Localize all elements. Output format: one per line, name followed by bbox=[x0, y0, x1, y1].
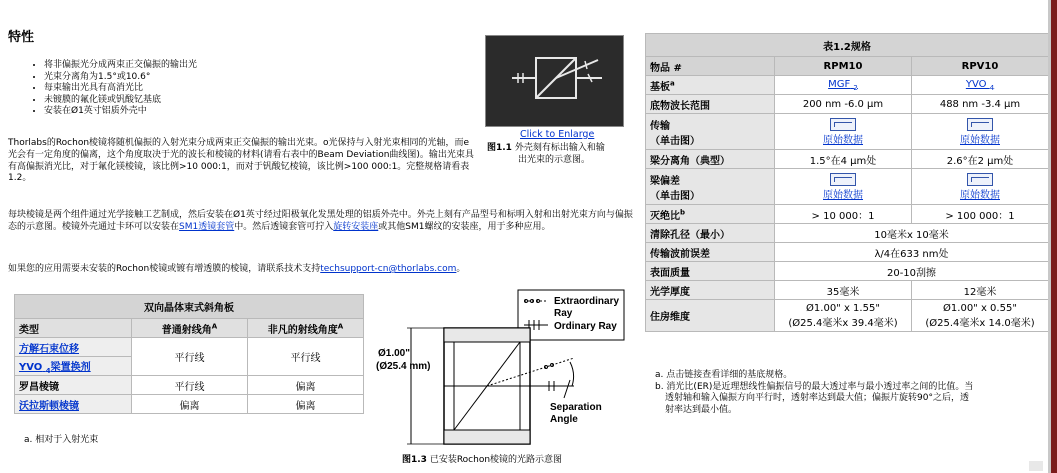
list-item: • 安装在Ø1英寸铝质外壳中 bbox=[44, 106, 197, 118]
crystal-table-footnote: a. 相对于入射光束 bbox=[24, 435, 99, 445]
separation-angle-arc bbox=[570, 362, 574, 386]
angle-label: Angle bbox=[550, 414, 578, 425]
value: 35毫米 bbox=[775, 281, 912, 300]
yvo4-displacer-link[interactable]: YVO $_4$梁置换剂 bbox=[19, 361, 91, 375]
crystal-table-title: 双向晶体束式斜角板 bbox=[15, 295, 364, 319]
housing-engraving-icon bbox=[486, 36, 623, 126]
value: λ/4在633 nm处 bbox=[775, 243, 1049, 262]
list-item: • 每束输出光具有高消光比 bbox=[44, 83, 197, 95]
col-rpv10: RPV10 bbox=[912, 57, 1049, 76]
tech-support-email-link[interactable]: techsupport-cn@thorlabs.com bbox=[320, 264, 457, 274]
deviation-raw-data-link[interactable]: 原始数据 bbox=[823, 189, 863, 201]
features-heading: 特性 bbox=[8, 30, 35, 45]
spec-table-notes bbox=[655, 370, 973, 416]
contact-paragraph bbox=[8, 264, 640, 276]
spec-table-title: 表1.2规格 bbox=[646, 34, 1049, 57]
row-label-wavefront: 传输波前误差 bbox=[646, 243, 775, 262]
engraved-housing-image[interactable] bbox=[485, 35, 624, 127]
row-label-surface: 表面质量 bbox=[646, 262, 775, 281]
table-row bbox=[15, 395, 132, 414]
value: 2.6°在2 μm处 bbox=[912, 150, 1049, 169]
value: 偏离 bbox=[132, 395, 248, 414]
mounting-text: 或其他SM1螺纹的安装座，用于多种应用。 bbox=[378, 221, 551, 232]
table-row bbox=[15, 338, 132, 357]
window-right-border bbox=[1048, 0, 1057, 473]
figure-label: 图1.1 bbox=[487, 143, 512, 153]
note-b: 射率达到最小值。 bbox=[665, 404, 738, 415]
list-item: • 光束分离角为1.5°或10.6° bbox=[44, 72, 197, 84]
legend-extraordinary: Extraordinary bbox=[554, 296, 620, 307]
diameter-mm: (Ø25.4 mm) bbox=[376, 361, 431, 372]
crystal-table bbox=[14, 294, 364, 414]
mounting-text: 中。然后透镜套管可拧入 bbox=[234, 221, 334, 232]
wollaston-prism-link[interactable]: 沃拉斯顿棱镜 bbox=[19, 400, 79, 412]
deviation-graph-icon[interactable] bbox=[830, 173, 856, 186]
value: 偏离 bbox=[248, 395, 364, 414]
value: 488 nm -3.4 μm bbox=[912, 95, 1049, 114]
substrate-mgf2-link[interactable]: MGF $_2$ bbox=[828, 78, 858, 92]
transmission-graph-icon[interactable] bbox=[967, 118, 993, 131]
substrate-yvo4-link[interactable]: YVO $_4$ bbox=[965, 78, 995, 92]
sm1-lens-tube-link[interactable]: SM1透镜套管 bbox=[179, 221, 235, 232]
col-rpm10: RPM10 bbox=[775, 57, 912, 76]
col-item: 物品 # bbox=[646, 57, 775, 76]
value: > 10 000：1 bbox=[775, 205, 912, 224]
value: 200 nm -6.0 μm bbox=[775, 95, 912, 114]
row-label-substrate: 基板$^a$ bbox=[646, 76, 775, 95]
note-b: b. 消光比(ER)是近理想线性偏振信号的最大透过率与最小透过率之间的比值。当 bbox=[655, 381, 974, 392]
table-row: 罗昌棱镜 bbox=[15, 376, 132, 395]
list-item: • 未镀膜的氟化镁或钒酸钇基底 bbox=[44, 95, 197, 107]
mounting-text: 每块棱镜是两个组件通过光学接触工艺制成，然后安装在Ø1英寸经过阳极氧化发黑处理的铝质外壳中。外壳上刻有产品型号和标明入射和出射光束方向与偏振态的示意图。棱镜外壳通过卡环可以安装在 bbox=[8, 210, 633, 232]
row-label-transmission: 传输 （单击图） bbox=[646, 114, 775, 150]
value: 1.5°在4 μm处 bbox=[775, 150, 912, 169]
value: 20-10刮擦 bbox=[775, 262, 1049, 281]
contact-text: 。 bbox=[456, 264, 466, 274]
rotation-mount-link[interactable]: 旋转安装座 bbox=[333, 221, 379, 232]
value: 平行线 bbox=[132, 338, 248, 376]
figure-label: 图1.3 bbox=[402, 455, 427, 465]
col-extraordinary: 非凡的射线角度$^A$ bbox=[248, 319, 364, 338]
value: 10毫米x 10毫米 bbox=[775, 224, 1049, 243]
col-ordinary: 普通射线角$^A$ bbox=[132, 319, 248, 338]
note-a: a. 点击链接查看详细的基底规格。 bbox=[655, 370, 793, 380]
value: 平行线 bbox=[248, 338, 364, 376]
transmission-raw-data-link[interactable]: 原始数据 bbox=[960, 134, 1000, 146]
deviation-raw-data-link[interactable]: 原始数据 bbox=[960, 189, 1000, 201]
row-label-wavelength: 底物波长范围 bbox=[646, 95, 775, 114]
intro-paragraph: Thorlabs的Rochon棱镜将随机偏振的入射光束分成两束正交偏振的输出光束。o光保持与入射光束相同的光轴，而e光会有一定角度的偏离，这个角度取决于光的波长和棱镜的材料(请看右表中的Beam Deviation曲线图)。输出光束具有高偏振消光比，对于氟化镁棱镜，该比例>10 000:1，而对于钒酸钇棱镜，该比例>100 000:1。完整规格请看表1.2。 bbox=[8, 138, 474, 184]
row-label-extinction: 灭绝比$^b$ bbox=[646, 205, 775, 224]
transmission-raw-data-link[interactable]: 原始数据 bbox=[823, 134, 863, 146]
resize-grip[interactable] bbox=[1029, 461, 1043, 471]
table-row bbox=[15, 357, 132, 376]
row-label-deviation: 梁偏差 （单击图） bbox=[646, 169, 775, 205]
click-to-enlarge-link[interactable]: Click to Enlarge bbox=[520, 129, 595, 140]
features-list bbox=[34, 60, 197, 118]
legend-ordinary: Ordinary Ray bbox=[554, 321, 617, 332]
separation-label: Separation bbox=[550, 402, 602, 413]
value: > 100 000：1 bbox=[912, 205, 1049, 224]
value: Ø1.00" x 1.55" (Ø25.4毫米x 39.4毫米) bbox=[775, 300, 912, 332]
list-item: • 将非偏振光分成两束正交偏振的输出光 bbox=[44, 60, 197, 72]
row-label-thickness: 光学厚度 bbox=[646, 281, 775, 300]
deviation-graph-icon[interactable] bbox=[967, 173, 993, 186]
row-label-housing: 住房维度 bbox=[646, 300, 775, 332]
transmission-graph-icon[interactable] bbox=[830, 118, 856, 131]
caption-text: 已安装Rochon棱镜的光路示意图 bbox=[429, 455, 563, 465]
contact-text: 如果您的应用需要未安装的Rochon棱镜或镀有增透膜的棱镜，请联系技术支持 bbox=[8, 264, 321, 274]
row-label-separation: 梁分离角（典型） bbox=[646, 150, 775, 169]
figure-1-1-caption-line2: 出光束的示意图。 bbox=[518, 155, 591, 165]
figure-1-3-caption bbox=[402, 452, 562, 465]
diameter-inch: Ø1.00" bbox=[378, 348, 410, 359]
value: Ø1.00" x 0.55" (Ø25.4毫米x 14.0毫米) bbox=[912, 300, 1049, 332]
value: 偏离 bbox=[248, 376, 364, 395]
caption-text: 外壳刻有标出输入和输 bbox=[514, 143, 605, 153]
spec-table bbox=[645, 33, 1049, 332]
row-label-aperture: 清除孔径（最小） bbox=[646, 224, 775, 243]
value: 12毫米 bbox=[912, 281, 1049, 300]
col-type: 类型 bbox=[15, 319, 132, 338]
legend-ray: Ray bbox=[554, 308, 573, 319]
value: 平行线 bbox=[132, 376, 248, 395]
figure-1-1-caption bbox=[487, 142, 605, 154]
note-b: 透射轴和输入偏振方向平行时，透射率达到最大值；偏振片旋转90°之后，透 bbox=[665, 393, 969, 403]
mounting-paragraph bbox=[8, 210, 640, 234]
rochon-beam-path-diagram bbox=[374, 288, 634, 450]
calcite-displacer-link[interactable]: 方解石束位移 bbox=[19, 343, 79, 355]
